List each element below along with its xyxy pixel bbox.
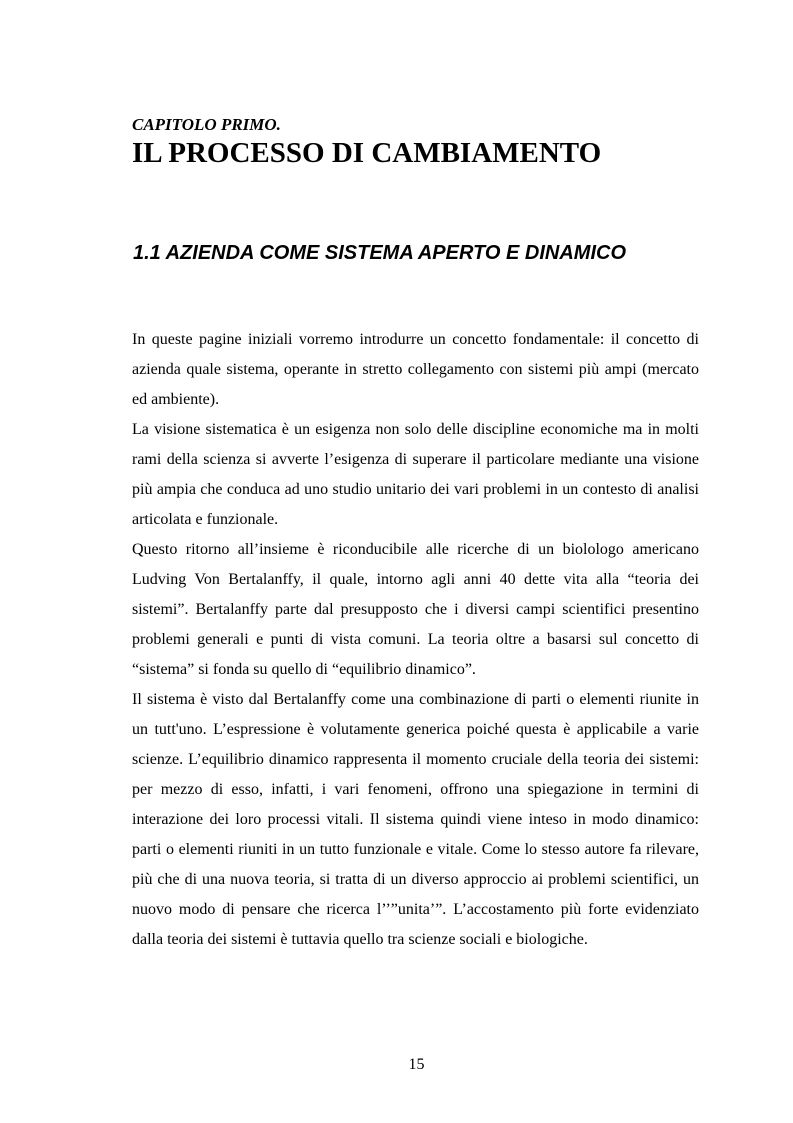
- chapter-label: CAPITOLO PRIMO.: [132, 115, 281, 134]
- page-number: 15: [408, 1056, 425, 1073]
- chapter-title: IL PROCESSO DI CAMBIAMENTO: [132, 137, 602, 169]
- paragraph: In queste pagine iniziali vorremo introdurre un concetto fondamentale: il concetto di azienda quale sistema, operante in stretto collegamento con sistemi più ampi (mercato ed ambiente).: [132, 331, 699, 408]
- paragraph: Questo ritorno all’insieme è riconducibile alle ricerche di un biolologo americano Ludving Von Bertalanffy, il quale, intorno agli anni 40 dette vita alla “teoria dei sistemi”. Bertalanffy parte dal presupposto che i diversi campi scientifici presentino problemi generali e punti di vista comuni. La teoria oltre a basarsi sul concetto di “sistema” si fonda su quello di “equilibrio dinamico”.: [132, 541, 699, 678]
- body-text: [132, 325, 699, 955]
- paragraph: La visione sistematica è un esigenza non solo delle discipline economiche ma in molti rami della scienza si avverte l’esigenza di superare il particolare mediante una visione più ampia che conduca ad uno studio unitario dei vari problemi in un contesto di analisi articolata e funzionale.: [132, 421, 699, 528]
- paragraph: Il sistema è visto dal Bertalanffy come una combinazione di parti o elementi riunite in un tutt'uno. L’espressione è volutamente generica poiché questa è applicabile a varie scienze. L’equilibrio dinamico rappresenta il momento cruciale della teoria dei sistemi: per mezzo di esso, infatti, i vari fenomeni, offrono una spiegazione in termini di interazione dei loro processi vitali. Il sistema quindi viene inteso in modo dinamico: parti o elementi riuniti in un tutto funzionale e vitale. Come lo stesso autore fa rilevare, più che di una nuova teoria, si tratta di un diverso approccio ai problemi scientifici, un nuovo modo di pensare che ricerca l’’”unita’”. L’accostamento più forte evidenziato dalla teoria dei sistemi è tuttavia quello tra scienze sociali e biologiche.: [132, 691, 699, 948]
- section-title: 1.1 AZIENDA COME SISTEMA APERTO E DINAMICO: [133, 242, 627, 264]
